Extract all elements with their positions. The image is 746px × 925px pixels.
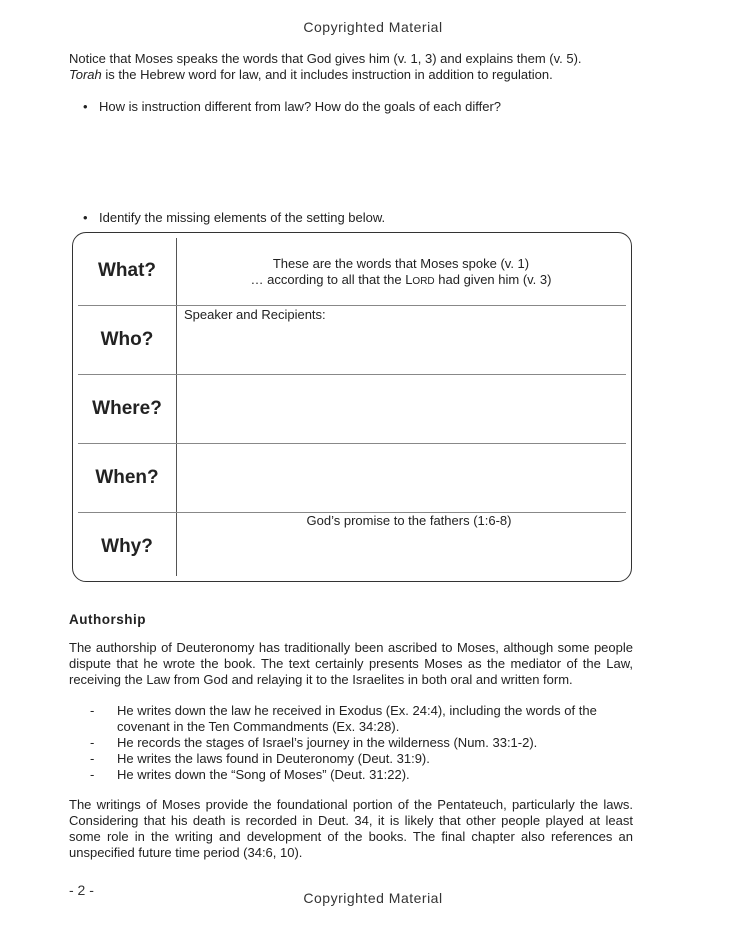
row-label-what: What? bbox=[97, 260, 157, 281]
question-bullet-1 bbox=[83, 99, 501, 115]
list-item-text: He records the stages of Israel’s journey in the wilderness (Num. 33:1-2). bbox=[117, 735, 538, 750]
row-label-where: Where? bbox=[92, 398, 162, 419]
authorship-heading: Authorship bbox=[69, 612, 146, 627]
what-line-2-pre: … according to all that the bbox=[250, 272, 406, 287]
row-label-when: When? bbox=[95, 467, 159, 488]
torah-term: Torah bbox=[69, 67, 102, 82]
authorship-list bbox=[90, 703, 633, 783]
list-item bbox=[90, 767, 633, 783]
intro-paragraph bbox=[69, 51, 633, 83]
list-item bbox=[90, 735, 633, 751]
intro-line-2-rest: is the Hebrew word for law, and it includes instruction in addition to regulation. bbox=[101, 67, 553, 82]
dash-marker: - bbox=[90, 703, 95, 718]
copyright-footer: Copyrighted Material bbox=[303, 890, 443, 906]
list-item-text: He writes the laws found in Deuteronomy (Deut. 31:9). bbox=[117, 751, 430, 766]
table-row-divider bbox=[78, 305, 626, 306]
list-item-text: He writes down the law he received in Exodus (Ex. 24:4), including the words of the covenant in the Ten Commandments (Ex. 34:28). bbox=[117, 703, 597, 734]
list-item-text: He writes down the “Song of Moses” (Deut. 31:22). bbox=[117, 767, 410, 782]
table-row-divider bbox=[78, 374, 626, 375]
bullet-marker: • bbox=[83, 99, 88, 114]
what-line-2 bbox=[178, 272, 624, 290]
dash-marker: - bbox=[90, 767, 95, 782]
table-row-divider bbox=[78, 443, 626, 444]
what-line-2-post: had given him (v. 3) bbox=[434, 272, 552, 287]
why-cell-note: God’s promise to the fathers (1:6-8) bbox=[306, 513, 512, 528]
lord-smallcaps-initial: L bbox=[405, 272, 413, 287]
question-bullet-2 bbox=[83, 210, 385, 226]
list-item bbox=[90, 751, 633, 767]
what-line-1: These are the words that Moses spoke (v. 1) bbox=[272, 256, 530, 271]
what-cell bbox=[178, 256, 624, 290]
authorship-paragraph-2: The writings of Moses provide the foundational portion of the Pentateuch, particularly the laws. Considering that his death is recorded in Deut. 34, it is likely that other people played at least some role in the writing and development of the books. The final chapter also references an unspecified future time period (34:6, 10). bbox=[69, 797, 633, 860]
row-label-who: Who? bbox=[100, 329, 154, 350]
page-number: - 2 - bbox=[69, 882, 94, 898]
lord-smallcaps-rest: ORD bbox=[412, 276, 435, 287]
intro-line-1: Notice that Moses speaks the words that God gives him (v. 1, 3) and explains them (v. 5). bbox=[69, 51, 582, 66]
intro-line-2 bbox=[69, 67, 633, 83]
list-item bbox=[90, 703, 633, 735]
row-label-why: Why? bbox=[101, 536, 153, 557]
dash-marker: - bbox=[90, 735, 95, 750]
who-cell-note: Speaker and Recipients: bbox=[184, 307, 326, 322]
copyright-header: Copyrighted Material bbox=[303, 19, 443, 35]
table-column-divider bbox=[176, 238, 177, 576]
question-text-1: How is instruction different from law? How do the goals of each differ? bbox=[99, 99, 502, 114]
bullet-marker: • bbox=[83, 210, 88, 225]
question-text-2: Identify the missing elements of the setting below. bbox=[99, 210, 386, 225]
authorship-paragraph-1: The authorship of Deuteronomy has traditionally been ascribed to Moses, although some people dispute that he wrote the book. The text certainly presents Moses as the mediator of the Law, receiving the Law from God and relaying it to the Israelites in both oral and written form. bbox=[69, 640, 633, 687]
dash-marker: - bbox=[90, 751, 95, 766]
